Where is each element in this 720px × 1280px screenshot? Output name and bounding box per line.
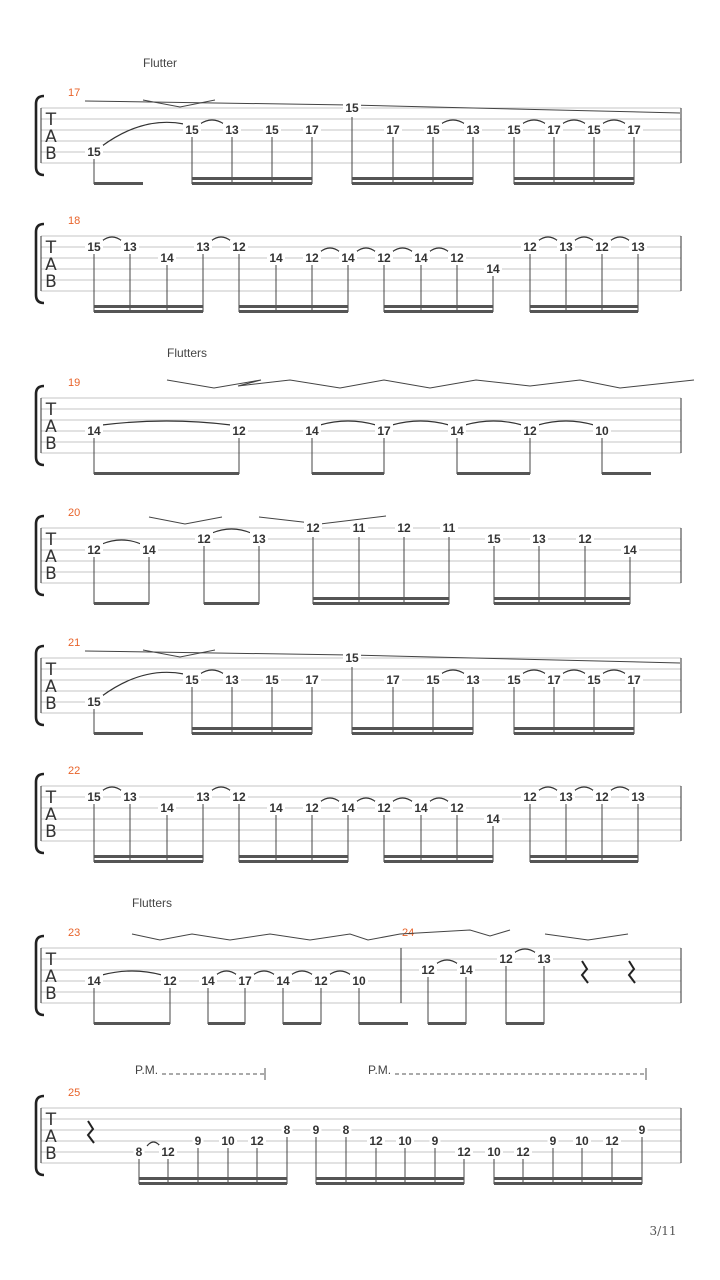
fret-number: 14 (305, 424, 319, 438)
fret-number: 11 (352, 521, 366, 535)
measure-number: 18 (68, 215, 81, 227)
slur-arc (574, 787, 594, 791)
slur-arc (329, 971, 351, 975)
note-beam (139, 1177, 287, 1180)
fret-number: 13 (466, 123, 480, 137)
note-beam (94, 310, 203, 313)
palm-mute-label: P.M. (368, 1063, 392, 1077)
note-beam (192, 177, 312, 180)
technique-label: Flutter (143, 56, 178, 70)
note-beam (384, 310, 493, 313)
tab-clef-letter-b: B (45, 984, 57, 1004)
flutter-zigzag (167, 380, 694, 388)
tab-clef-letter-t: T (45, 530, 57, 550)
fret-number: 14 (459, 963, 473, 977)
quarter-rest-icon (582, 961, 588, 983)
fret-number: 13 (532, 532, 546, 546)
flutter-zigzag (143, 650, 215, 657)
slur-arc (522, 670, 546, 674)
fret-number: 14 (276, 974, 290, 988)
fret-number: 12 (232, 424, 246, 438)
note-beam (192, 727, 312, 730)
note-beam (94, 1022, 170, 1025)
fret-number: 14 (341, 251, 355, 265)
tab-clef-letter-t: T (45, 660, 57, 680)
fret-number: 14 (341, 801, 355, 815)
note-beam (316, 1177, 464, 1180)
measure-number: 21 (68, 637, 81, 649)
slur-arc (465, 421, 522, 425)
fret-number: 12 (377, 251, 391, 265)
note-beam (239, 310, 348, 313)
fret-number: 12 (314, 974, 328, 988)
tab-system (36, 507, 681, 605)
slur-arc (356, 798, 376, 802)
slur-arc (320, 248, 340, 252)
slur-arc (602, 670, 626, 674)
fret-number: 12 (457, 1145, 471, 1159)
fret-number: 13 (196, 240, 210, 254)
fret-number: 15 (587, 673, 601, 687)
note-beam (530, 860, 638, 863)
note-beam (94, 860, 203, 863)
fret-number: 17 (305, 123, 319, 137)
fret-number: 10 (487, 1145, 501, 1159)
quarter-rest-icon (88, 1121, 94, 1143)
tab-clef-letter-b: B (45, 144, 57, 164)
fret-number: 12 (232, 240, 246, 254)
note-beam (94, 602, 149, 605)
slur-arc (102, 672, 184, 696)
tab-clef-letter-a: A (45, 417, 57, 437)
measure-number: 24 (402, 927, 415, 939)
tab-clef-letter-a: A (45, 677, 57, 697)
tab-clef-letter-t: T (45, 110, 57, 130)
tab-clef-letter-a: A (45, 967, 57, 987)
fret-number: 15 (426, 673, 440, 687)
fret-number: 12 (397, 521, 411, 535)
note-beam (283, 1022, 321, 1025)
note-beam (514, 182, 634, 185)
slur-arc (102, 971, 162, 975)
fret-number: 14 (414, 801, 428, 815)
fret-number: 14 (160, 801, 174, 815)
tab-clef-letter-a: A (45, 547, 57, 567)
measure-number: 20 (68, 507, 81, 519)
fret-number: 17 (547, 673, 561, 687)
note-beam (494, 1182, 642, 1185)
quarter-rest-icon (629, 961, 635, 983)
note-beam (352, 177, 473, 180)
fret-number: 14 (269, 801, 283, 815)
fret-number: 12 (421, 963, 435, 977)
fret-number: 8 (135, 1145, 143, 1159)
slur-arc (102, 787, 122, 791)
slur-arc (610, 237, 630, 241)
slur-arc (538, 787, 558, 791)
slur-arc (200, 670, 224, 674)
measure-number: 17 (68, 87, 81, 99)
slur-arc (514, 949, 536, 953)
fret-number: 12 (369, 1134, 383, 1148)
fret-number: 15 (587, 123, 601, 137)
tab-clef-letter-t: T (45, 400, 57, 420)
flutter-zigzag (149, 517, 222, 524)
fret-number: 17 (386, 673, 400, 687)
tab-clef-letter-a: A (45, 127, 57, 147)
fret-number: 14 (486, 262, 500, 276)
fret-number: 9 (549, 1134, 557, 1148)
fret-number: 17 (377, 424, 391, 438)
fret-number: 12 (197, 532, 211, 546)
fret-number: 14 (414, 251, 428, 265)
note-beam (313, 597, 449, 600)
measure-number: 23 (68, 927, 81, 939)
fret-number: 13 (631, 790, 645, 804)
note-beam (602, 472, 651, 475)
fret-number: 15 (265, 123, 279, 137)
fret-number: 13 (225, 123, 239, 137)
tab-clef-letter-b: B (45, 434, 57, 454)
fret-number: 12 (595, 790, 609, 804)
note-beam (94, 305, 203, 308)
fret-number: 9 (194, 1134, 202, 1148)
note-beam (428, 1022, 466, 1025)
fret-number: 12 (578, 532, 592, 546)
fret-number: 14 (450, 424, 464, 438)
tab-clef-letter-t: T (45, 950, 57, 970)
fret-number: 12 (305, 801, 319, 815)
fret-number: 12 (523, 790, 537, 804)
note-beam (316, 1182, 464, 1185)
note-beam (530, 855, 638, 858)
note-beam (359, 1022, 408, 1025)
slur-arc (102, 122, 184, 146)
note-beam (94, 855, 203, 858)
slur-arc (147, 1142, 160, 1146)
slur-arc (538, 421, 594, 425)
note-beam (204, 602, 259, 605)
flutter-zigzag (143, 100, 215, 107)
fret-number: 12 (161, 1145, 175, 1159)
note-beam (94, 732, 143, 735)
measure-number: 19 (68, 377, 81, 389)
fret-number: 17 (305, 673, 319, 687)
note-beam (239, 305, 348, 308)
note-beam (139, 1182, 287, 1185)
fret-number: 15 (507, 123, 521, 137)
fret-number: 10 (398, 1134, 412, 1148)
tab-systems (36, 56, 694, 1185)
fret-number: 17 (238, 974, 252, 988)
tab-clef-letter-a: A (45, 255, 57, 275)
slur-arc (216, 971, 237, 975)
note-beam (494, 1177, 642, 1180)
fret-number: 9 (638, 1123, 646, 1137)
note-beam (352, 727, 473, 730)
page-number: 3/11 (649, 1224, 677, 1238)
note-beam (494, 602, 630, 605)
fret-number: 10 (595, 424, 609, 438)
slur-arc (211, 787, 231, 791)
note-beam (192, 182, 312, 185)
fret-number: 12 (87, 543, 101, 557)
note-beam (506, 1022, 544, 1025)
fret-number: 17 (547, 123, 561, 137)
slur-arc (200, 120, 224, 124)
tab-system (36, 346, 694, 475)
note-beam (514, 727, 634, 730)
note-beam (192, 732, 312, 735)
note-beam (514, 732, 634, 735)
slur-arc (291, 971, 313, 975)
slur-arc (102, 540, 141, 544)
fret-number: 10 (221, 1134, 235, 1148)
fret-number: 12 (523, 240, 537, 254)
slur-arc (436, 960, 458, 964)
slur-arc (441, 670, 465, 674)
slur-arc (522, 120, 546, 124)
note-beam (94, 182, 143, 185)
slur-arc (320, 421, 376, 425)
fret-number: 12 (250, 1134, 264, 1148)
fret-number: 14 (486, 812, 500, 826)
slur-arc (392, 248, 413, 252)
fret-number: 15 (87, 145, 101, 159)
slur-arc (429, 248, 449, 252)
tab-system (36, 637, 681, 735)
fret-number: 15 (265, 673, 279, 687)
measure-number: 25 (68, 1087, 81, 1099)
fret-number: 8 (283, 1123, 291, 1137)
fret-number: 15 (487, 532, 501, 546)
fret-number: 15 (426, 123, 440, 137)
fret-number: 13 (225, 673, 239, 687)
fret-number: 14 (142, 543, 156, 557)
fret-number: 17 (627, 673, 641, 687)
note-beam (494, 597, 630, 600)
slur-arc (212, 529, 251, 533)
fret-number: 15 (345, 101, 359, 115)
fret-number: 17 (386, 123, 400, 137)
fret-number: 13 (559, 790, 573, 804)
fret-number: 12 (450, 251, 464, 265)
slur-arc (102, 421, 231, 425)
fret-number: 11 (442, 521, 456, 535)
fret-number: 13 (123, 790, 137, 804)
slur-arc (562, 120, 586, 124)
tab-clef-letter-b: B (45, 272, 57, 292)
fret-number: 13 (559, 240, 573, 254)
tab-system (36, 215, 681, 313)
fret-number: 15 (185, 123, 199, 137)
slur-arc (253, 971, 275, 975)
tab-clef-letter-b: B (45, 1144, 57, 1164)
slur-arc (356, 248, 376, 252)
flutter-line (85, 651, 680, 663)
slur-arc (538, 237, 558, 241)
fret-number: 12 (377, 801, 391, 815)
fret-number: 15 (87, 695, 101, 709)
note-beam (94, 472, 239, 475)
palm-mute-label: P.M. (135, 1063, 159, 1077)
fret-number: 14 (87, 974, 101, 988)
tab-system (36, 1063, 681, 1185)
fret-number: 15 (185, 673, 199, 687)
slur-arc (574, 237, 594, 241)
fret-number: 14 (87, 424, 101, 438)
slur-arc (392, 798, 413, 802)
fret-number: 12 (523, 424, 537, 438)
fret-number: 8 (342, 1123, 350, 1137)
note-beam (312, 472, 384, 475)
fret-number: 12 (516, 1145, 530, 1159)
note-beam (384, 855, 493, 858)
flutter-zigzag (545, 934, 628, 940)
tab-clef-letter-a: A (45, 1127, 57, 1147)
fret-number: 12 (306, 521, 320, 535)
slur-arc (562, 670, 586, 674)
fret-number: 14 (160, 251, 174, 265)
note-beam (239, 855, 348, 858)
note-beam (352, 732, 473, 735)
fret-number: 17 (627, 123, 641, 137)
note-beam (208, 1022, 245, 1025)
tab-clef-letter-t: T (45, 1110, 57, 1130)
fret-number: 13 (123, 240, 137, 254)
note-beam (384, 305, 493, 308)
slur-arc (320, 798, 340, 802)
fret-number: 14 (623, 543, 637, 557)
slur-arc (429, 798, 449, 802)
note-beam (352, 182, 473, 185)
fret-number: 14 (201, 974, 215, 988)
fret-number: 13 (537, 952, 551, 966)
note-beam (530, 305, 638, 308)
note-beam (313, 602, 449, 605)
fret-number: 15 (87, 240, 101, 254)
fret-number: 15 (87, 790, 101, 804)
technique-label: Flutters (132, 896, 173, 910)
fret-number: 12 (595, 240, 609, 254)
fret-number: 12 (450, 801, 464, 815)
fret-number: 12 (163, 974, 177, 988)
note-beam (514, 177, 634, 180)
tab-clef-letter-b: B (45, 822, 57, 842)
fret-number: 10 (352, 974, 366, 988)
slur-arc (211, 237, 231, 241)
fret-number: 12 (605, 1134, 619, 1148)
flutter-line (85, 101, 680, 113)
fret-number: 13 (466, 673, 480, 687)
fret-number: 14 (269, 251, 283, 265)
note-beam (239, 860, 348, 863)
tab-system (36, 765, 681, 863)
slur-arc (441, 120, 465, 124)
technique-label: Flutters (167, 346, 208, 360)
slur-arc (610, 787, 630, 791)
fret-number: 9 (431, 1134, 439, 1148)
tab-clef-letter-t: T (45, 788, 57, 808)
fret-number: 13 (196, 790, 210, 804)
note-beam (384, 860, 493, 863)
tab-system (36, 896, 681, 1025)
tab-clef-letter-b: B (45, 694, 57, 714)
tab-clef-letter-t: T (45, 238, 57, 258)
tab-system (36, 56, 681, 185)
fret-number: 9 (312, 1123, 320, 1137)
tab-clef-letter-a: A (45, 805, 57, 825)
slur-arc (392, 421, 449, 425)
fret-number: 12 (499, 952, 513, 966)
fret-number: 13 (252, 532, 266, 546)
note-beam (457, 472, 530, 475)
flutter-zigzag (132, 930, 510, 940)
note-beam (530, 310, 638, 313)
fret-number: 10 (575, 1134, 589, 1148)
fret-number: 12 (305, 251, 319, 265)
slur-arc (102, 237, 122, 241)
tab-clef-letter-b: B (45, 564, 57, 584)
measure-number: 22 (68, 765, 81, 777)
fret-number: 12 (232, 790, 246, 804)
slur-arc (602, 120, 626, 124)
fret-number: 15 (345, 651, 359, 665)
fret-number: 15 (507, 673, 521, 687)
fret-number: 13 (631, 240, 645, 254)
